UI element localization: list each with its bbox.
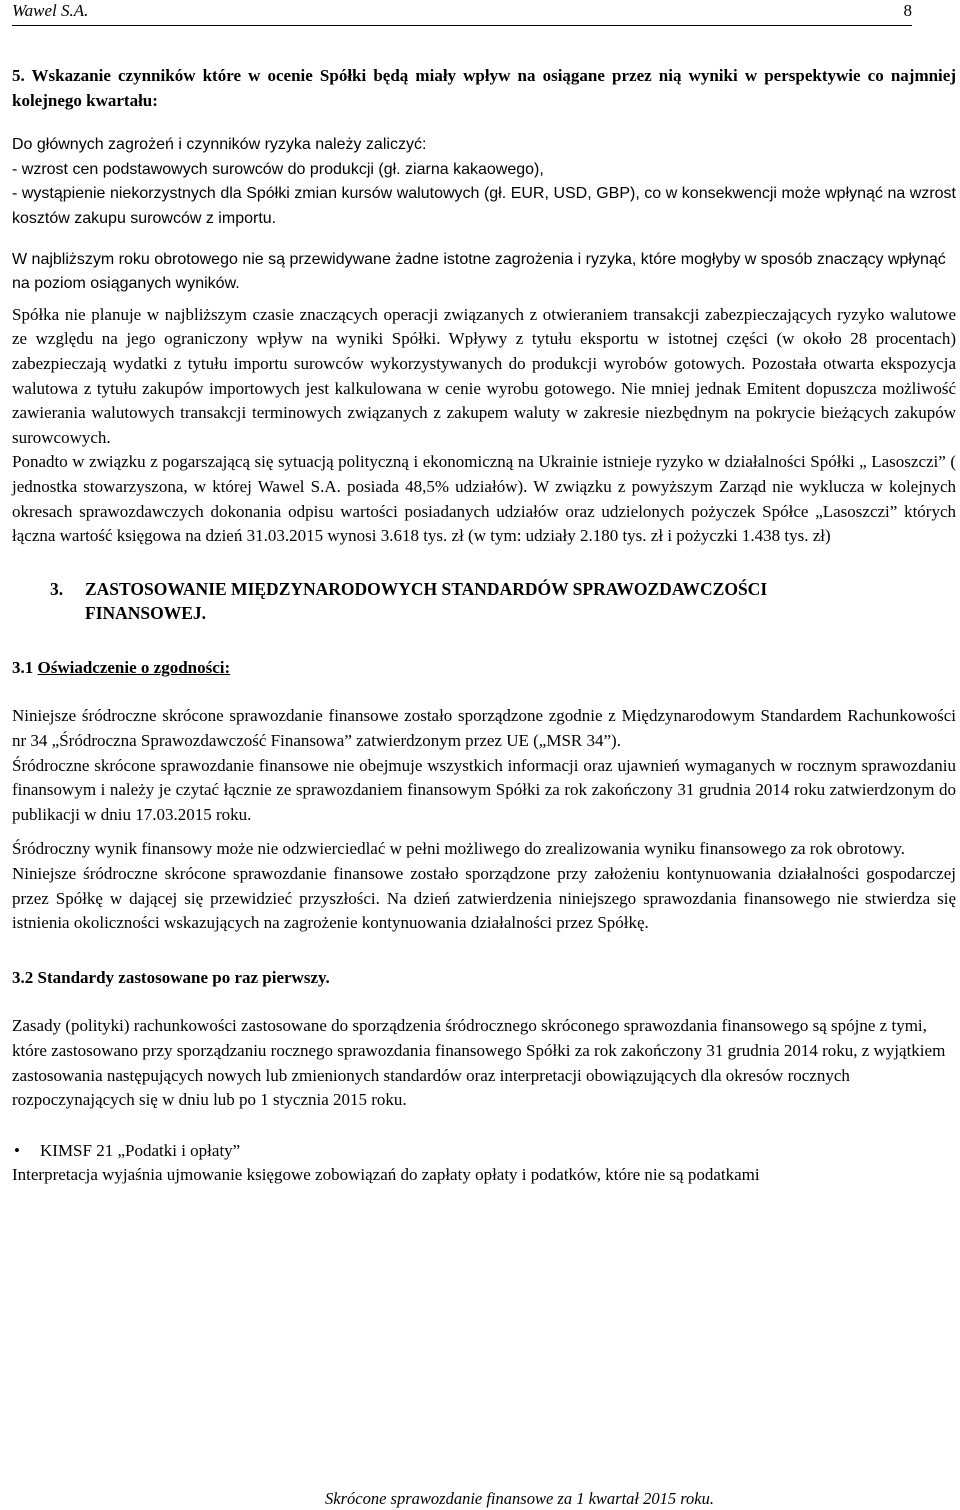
section-3-1-para-2: Śródroczne skrócone sprawozdanie finansowe nie obejmuje wszystkich informacji oraz ujawnień wymaganych w rocznym sprawozdaniu finansowym i należy je czytać łącznie ze sprawozdaniem finansowym Spółki za rok zakończony 31 grudnia 2014 roku zatwierdzonym do publikacji w dniu 17.03.2015 roku. — [12, 755, 956, 824]
bullet-text: KIMSF 21 „Podatki i opłaty” — [40, 1140, 241, 1160]
section-5-para-2: Spółka nie planuje w najbliższym czasie znaczących operacji związanych z otwieraniem transakcji zabezpieczających ryzyko walutowe ze względu na jego ograniczony wpływ na wyniki Spółki. Wpływy z tytułu eksportu w istotnej części (w około 28 procentach) zabezpieczają wydatki z tytułu importu surowców wykorzystywanych do produkcji wyrobów gotowych. Pozostała otwarta ekspozycja walutowa z tytułu zakupów importowych jest kalkulowana w cenie wyrobu gotowego. Nie mniej jednak Emitent dopuszcza możliwość zawierania walutowych transakcji terminowych związanych z zakupem waluty w zakresie niezbędnym na pokrycie bieżących zakupów surowcowych. — [12, 304, 956, 447]
bullet-icon: • — [14, 1140, 20, 1160]
risk-item-2: - wystąpienie niekorzystnych dla Spółki zmian kursów walutowych (gł. EUR, USD, GBP), co w konsekwencji może wpłynąć na wzrost kosztów zakupu surowców z importu. — [12, 185, 956, 227]
section-3-1-heading: 3.1 Oświadczenie o zgodności: — [12, 657, 231, 677]
page-header — [12, 0, 912, 26]
section-3-1-para-4: Niniejsze śródroczne skrócone sprawozdanie finansowe zostało sporządzone przy założeniu kontynuowania działalności gospodarczej przez Spółkę w dającej się przewidzieć przyszłości. Na dzień zatwierdzenia niniejszego sprawozdania finansowego nie stwierdza się istnienia okoliczności wskazujących na zagrożenie kontynuowania działalności przez Spółkę. — [12, 864, 956, 933]
section-3-heading — [50, 577, 956, 626]
section-3-title: ZASTOSOWANIE MIĘDZYNARODOWYCH STANDARDÓW SPRAWOZDAWCZOŚCI FINANSOWEJ. — [85, 578, 768, 624]
bullet-description: Interpretacja wyjaśnia ujmowanie księgowe zobowiązań do zapłaty opłaty i podatków, które nie są podatkami — [12, 1165, 760, 1185]
section-3-2-para-1: Zasady (polityki) rachunkowości zastosowane do sporządzenia śródrocznego skróconego sprawozdania finansowego są spójne z tymi, które zastosowano przy sporządzaniu rocznego sprawozdania finansowego Spółki za rok zakończony 31 grudnia 2014 roku, z wyjątkiem zastosowania następujących nowych lub zmienionych standardów oraz interpretacji obowiązujących dla okresów rocznych rozpoczynających się w dniu lub po 1 stycznia 2015 roku. — [12, 1016, 946, 1110]
section-5-title: 5. Wskazanie czynników które w ocenie Spółki będą miały wpływ na osiągane przez nią wyniki w perspektywie co najmniej kolejnego kwartału: — [12, 66, 956, 110]
section-5-para-1: W najbliższym roku obrotowego nie są przewidywane żadne istotne zagrożenia i ryzyka, które mogłyby w sposób znaczący wpłynąć na poziom osiąganych wyników. — [12, 250, 946, 293]
risk-item-1: - wzrost cen podstawowych surowców do produkcji (gł. ziarna kakaowego), — [12, 160, 544, 178]
section-3-2-heading: 3.2 Standardy zastosowane po raz pierwszy. — [12, 967, 330, 987]
section-5-intro: Do głównych zagrożeń i czynników ryzyka należy zaliczyć: — [12, 136, 427, 154]
document-body — [12, 64, 956, 1188]
section-3-1-para-3: Śródroczny wynik finansowy może nie odzwierciedlać w pełni możliwego do zrealizowania wyniku finansowego za rok obrotowy. — [12, 839, 906, 859]
section-3-1-para-1: Niniejsze śródroczne skrócone sprawozdanie finansowe zostało sporządzone zgodnie z Międzynarodowym Standardem Rachunkowości nr 34 „Śródroczna Sprawozdawczość Finansowa” zatwierdzonym przez UE („MSR 34”). — [12, 706, 956, 751]
page-number: 8 — [903, 1, 912, 20]
section-3-2-title: Standardy zastosowane po raz pierwszy. — [37, 967, 330, 987]
section-3-1-title: Oświadczenie o zgodności: — [37, 657, 231, 677]
section-3-number: 3. — [50, 578, 64, 599]
standard-bullet-item — [14, 1139, 956, 1164]
page-footer: Skrócone sprawozdanie finansowe za 1 kwartał 2015 roku. — [325, 1489, 714, 1508]
section-5-para-3: Ponadto w związku z pogarszającą się sytuacją polityczną i ekonomiczną na Ukrainie istnieje ryzyko w działalności Spółki „ Lasoszczi” ( jednostka stowarzyszona, w której Wawel S.A. posiada 48,5% udziałów). W związku z powyższym Zarząd nie wyklucza w kolejnych okresach sprawozdawczych dokonania odpisu wartości posiadanych udziałów oraz udzielonych pożyczek Spółce „Lasoszczi” których łączna wartość księgowa na dzień 31.03.2015 wynosi 3.618 tys. zł (w tym: udziały 2.180 tys. zł i pożyczki 1.438 tys. zł) — [12, 452, 956, 546]
company-name: Wawel S.A. — [12, 1, 89, 20]
